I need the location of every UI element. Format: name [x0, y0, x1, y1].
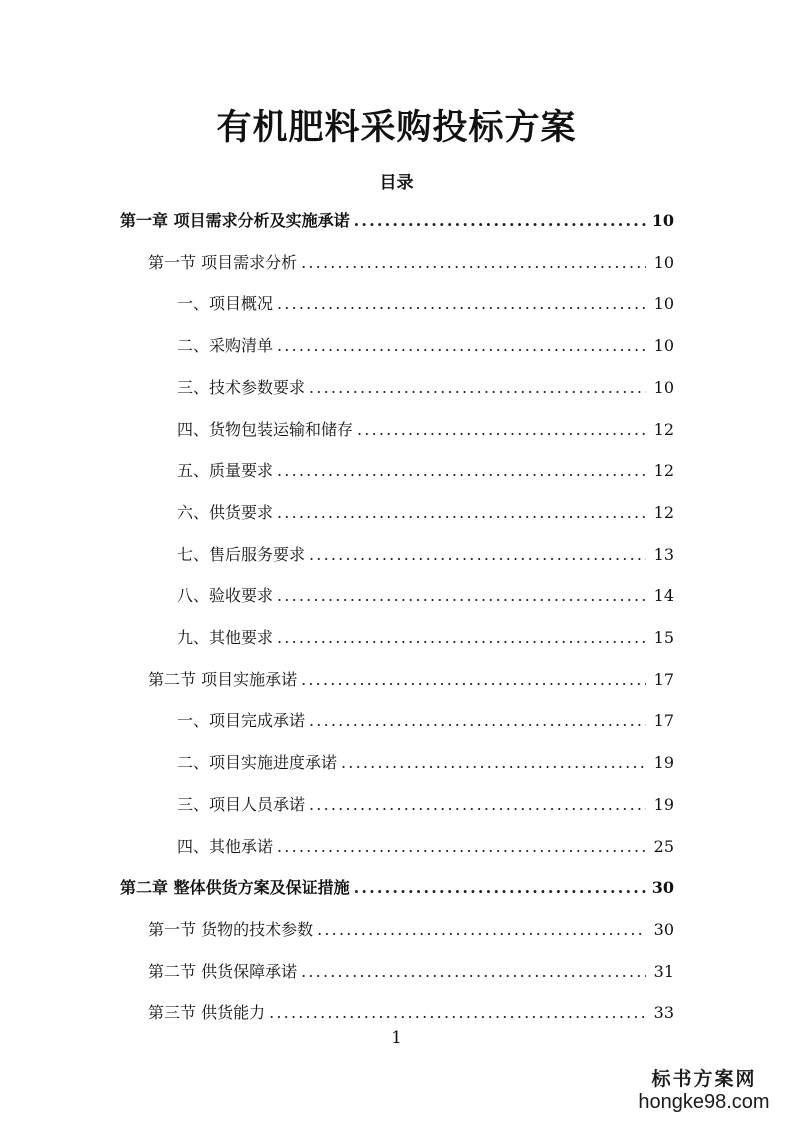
toc-entry-label: 第二节 项目实施承诺 — [148, 669, 298, 689]
toc-dot-leader — [309, 540, 646, 570]
toc-entry[interactable] — [177, 581, 674, 611]
toc-dot-leader — [277, 456, 646, 486]
toc-dot-leader — [269, 998, 646, 1028]
toc-dot-leader — [277, 498, 646, 528]
toc-entry-label: 四、货物包装运输和储存 — [177, 419, 354, 439]
toc-entry-label: 第一节 项目需求分析 — [148, 252, 298, 272]
toc-entry-page: 10 — [653, 336, 674, 356]
toc-entry-label: 七、售后服务要求 — [177, 544, 306, 564]
toc-entry[interactable] — [148, 957, 674, 987]
toc-entry[interactable] — [177, 289, 674, 319]
toc-entry-page: 13 — [653, 544, 674, 564]
toc-entry[interactable] — [177, 832, 674, 862]
toc-entry[interactable] — [177, 623, 674, 653]
toc-entry[interactable] — [177, 373, 674, 403]
toc-entry-page: 31 — [653, 961, 674, 981]
toc-dot-leader — [277, 331, 646, 361]
toc-entry-label: 第二节 供货保障承诺 — [148, 961, 298, 981]
toc-dot-leader — [277, 289, 646, 319]
toc-heading: 目录 — [379, 173, 414, 193]
toc-entry-page: 33 — [653, 1003, 674, 1023]
toc-entry-page: 19 — [653, 794, 674, 814]
toc-entry-label: 第一章 项目需求分析及实施承诺 — [120, 211, 350, 230]
toc-entry-page: 10 — [653, 377, 674, 397]
toc-dot-leader — [301, 957, 646, 987]
toc-entry-label: 六、供货要求 — [177, 502, 274, 522]
toc-entry[interactable] — [177, 415, 674, 445]
toc-entry-label: 三、项目人员承诺 — [177, 794, 306, 814]
toc-entry[interactable] — [120, 873, 674, 903]
toc-entry-label: 二、项目实施进度承诺 — [177, 753, 338, 773]
toc-entry-label: 四、其他承诺 — [177, 836, 274, 856]
toc-entry[interactable] — [177, 331, 674, 361]
toc-entry-page: 12 — [653, 419, 674, 439]
toc-dot-leader — [354, 206, 646, 236]
toc-entry-page: 14 — [653, 586, 674, 606]
toc-entry-label: 八、验收要求 — [177, 586, 274, 606]
watermark-url: hongke98.com — [638, 1091, 770, 1113]
toc-entry[interactable] — [177, 540, 674, 570]
toc-entry-label: 九、其他要求 — [177, 628, 274, 647]
toc-entry-label: 三、技术参数要求 — [177, 377, 306, 397]
toc-entry[interactable] — [148, 998, 674, 1028]
toc-entry-page: 12 — [653, 502, 674, 522]
toc-entry[interactable] — [177, 790, 674, 820]
toc-dot-leader — [357, 415, 646, 445]
document-title: 有机肥料采购投标方案 — [216, 107, 577, 148]
watermark-name: 标书方案网 — [651, 1068, 757, 1090]
toc-entry-label: 五、质量要求 — [177, 461, 274, 481]
toc-dot-leader — [309, 373, 646, 403]
toc-dot-leader — [309, 790, 646, 820]
toc-entry-label: 二、采购清单 — [177, 336, 274, 356]
toc-dot-leader — [277, 832, 646, 862]
toc-dot-leader — [277, 623, 646, 653]
toc-entry-page: 17 — [653, 711, 674, 731]
toc-entry-label: 第二章 整体供货方案及保证措施 — [120, 878, 350, 898]
toc-entry-label: 一、项目概况 — [177, 294, 274, 314]
toc-entry-page: 12 — [653, 461, 674, 481]
toc-dot-leader — [301, 248, 646, 278]
toc-entry-label: 一、项目完成承诺 — [177, 711, 306, 731]
toc-entry-page: 25 — [653, 836, 674, 856]
toc-dot-leader — [341, 748, 646, 778]
page-number: 1 — [391, 1028, 402, 1048]
toc-dot-leader — [277, 581, 646, 611]
toc-dot-leader — [317, 915, 646, 945]
toc-entry-page: 19 — [653, 753, 674, 773]
watermark-logo — [629, 1068, 779, 1114]
toc-dot-leader — [301, 665, 646, 695]
toc-entry[interactable] — [148, 248, 674, 278]
toc-entry-label: 第一节 货物的技术参数 — [148, 919, 314, 939]
toc-entry[interactable] — [177, 456, 674, 486]
toc-dot-leader — [354, 873, 646, 903]
toc-entry[interactable] — [177, 498, 674, 528]
toc-entry[interactable] — [177, 748, 674, 778]
toc-entry-page: 10 — [653, 294, 674, 314]
toc-entry[interactable] — [177, 706, 674, 736]
toc-entry-page: 15 — [653, 628, 674, 647]
toc-entry[interactable] — [148, 665, 674, 695]
toc-entry[interactable] — [120, 206, 674, 236]
toc-entry[interactable] — [148, 915, 674, 945]
toc-entry-page: 10 — [651, 211, 674, 230]
toc-dot-leader — [309, 706, 646, 736]
toc-entry-page: 30 — [653, 919, 674, 939]
toc-entry-page: 10 — [653, 252, 674, 272]
toc-entry-page: 30 — [651, 878, 674, 898]
toc-entry-label: 第三节 供货能力 — [148, 1003, 266, 1023]
toc-entry-page: 17 — [653, 669, 674, 689]
